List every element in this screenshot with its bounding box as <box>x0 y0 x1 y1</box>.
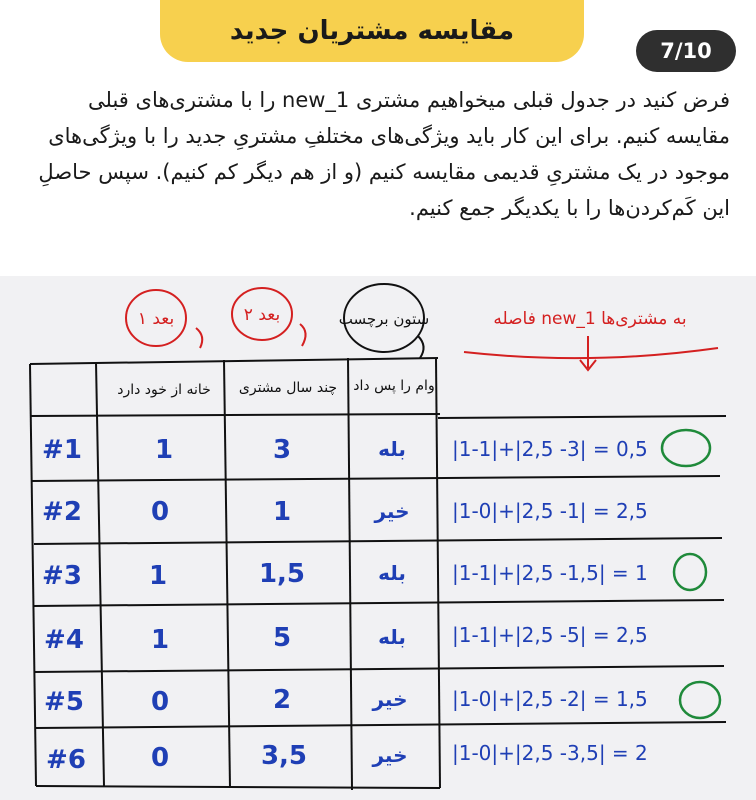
cell-label-1: بله <box>378 437 406 461</box>
page-indicator: 7/10 <box>636 30 736 72</box>
calc-row-2: |1-0|+|2,5 -1| = 2,5 <box>452 499 648 523</box>
cell-house-2: 0 <box>150 497 170 527</box>
note-distance: فاصله new_1 به مشتری‌ها <box>493 309 687 329</box>
cell-years-1: 3 <box>272 435 292 465</box>
nearest-mark-5 <box>680 682 720 718</box>
cell-years-3: 1,5 <box>258 559 306 589</box>
calc-row-1: |1-1|+|2,5 -3| = 0,5 <box>452 437 648 461</box>
cell-years-4: 5 <box>272 623 292 653</box>
calc-row-5: |1-0|+|2,5 -2| = 1,5 <box>452 687 648 711</box>
row-id-6: #6 <box>46 745 86 775</box>
header-label: وام را پس داد <box>353 378 435 394</box>
cell-label-2: خیر <box>374 499 410 523</box>
page-title: مقایسه مشتریان جدید <box>229 16 515 46</box>
row-id-1: #1 <box>42 435 82 465</box>
header-house: خانه از خود دارد <box>117 382 211 398</box>
cell-years-6: 3,5 <box>260 741 308 771</box>
note-col1: بعد ۱ <box>137 309 175 329</box>
intro-paragraph: فرض کنید در جدول قبلی میخواهیم مشتری new_1 را با مشتری‌های قبلی مقایسه کنیم. برای این کار باید ویژگی‌های مختلفِ مشتریِ جدید را با ویژگی‌های موجود در یک مشتریِ قدیمی مقایسه کنیم (و از هم دیگر کم کنیم). سپس حاصلِ این کَم‌کردن‌ها را با یکدیگر جمع کنیم. <box>38 88 730 220</box>
cell-years-2: 1 <box>272 497 292 527</box>
header-years: چند سال مشتری <box>238 380 338 396</box>
row-id-5: #5 <box>44 687 84 717</box>
cell-house-3: 1 <box>148 561 168 591</box>
down-arrow-icon <box>580 336 596 370</box>
title-banner <box>160 0 584 62</box>
cell-label-3: بله <box>378 561 406 585</box>
arrow-2 <box>300 324 306 346</box>
cell-label-5: خیر <box>372 687 408 711</box>
row-id-4: #4 <box>44 625 84 655</box>
cell-label-4: بله <box>378 625 406 649</box>
cell-house-6: 0 <box>150 743 170 773</box>
note-col2: بعد ۲ <box>243 305 281 325</box>
arrow-3 <box>418 336 424 358</box>
handwritten-table <box>0 276 756 800</box>
arrow-1 <box>196 328 202 348</box>
calc-row-4: |1-1|+|2,5 -5| = 2,5 <box>452 623 648 647</box>
cell-house-1: 1 <box>154 435 174 465</box>
row-id-2: #2 <box>42 497 82 527</box>
nearest-mark-3 <box>674 554 706 590</box>
cell-house-5: 0 <box>150 687 170 717</box>
nearest-mark-1 <box>662 430 710 466</box>
cell-years-5: 2 <box>272 685 292 715</box>
note-col3: ستون برچسب <box>338 310 430 328</box>
note-underline <box>464 348 718 358</box>
calc-row-3: |1-1|+|2,5 -1,5| = 1 <box>452 561 648 585</box>
cell-house-4: 1 <box>150 625 170 655</box>
calc-row-6: |1-0|+|2,5 -3,5| = 2 <box>452 741 648 765</box>
row-id-3: #3 <box>42 561 82 591</box>
cell-label-6: خیر <box>372 743 408 767</box>
